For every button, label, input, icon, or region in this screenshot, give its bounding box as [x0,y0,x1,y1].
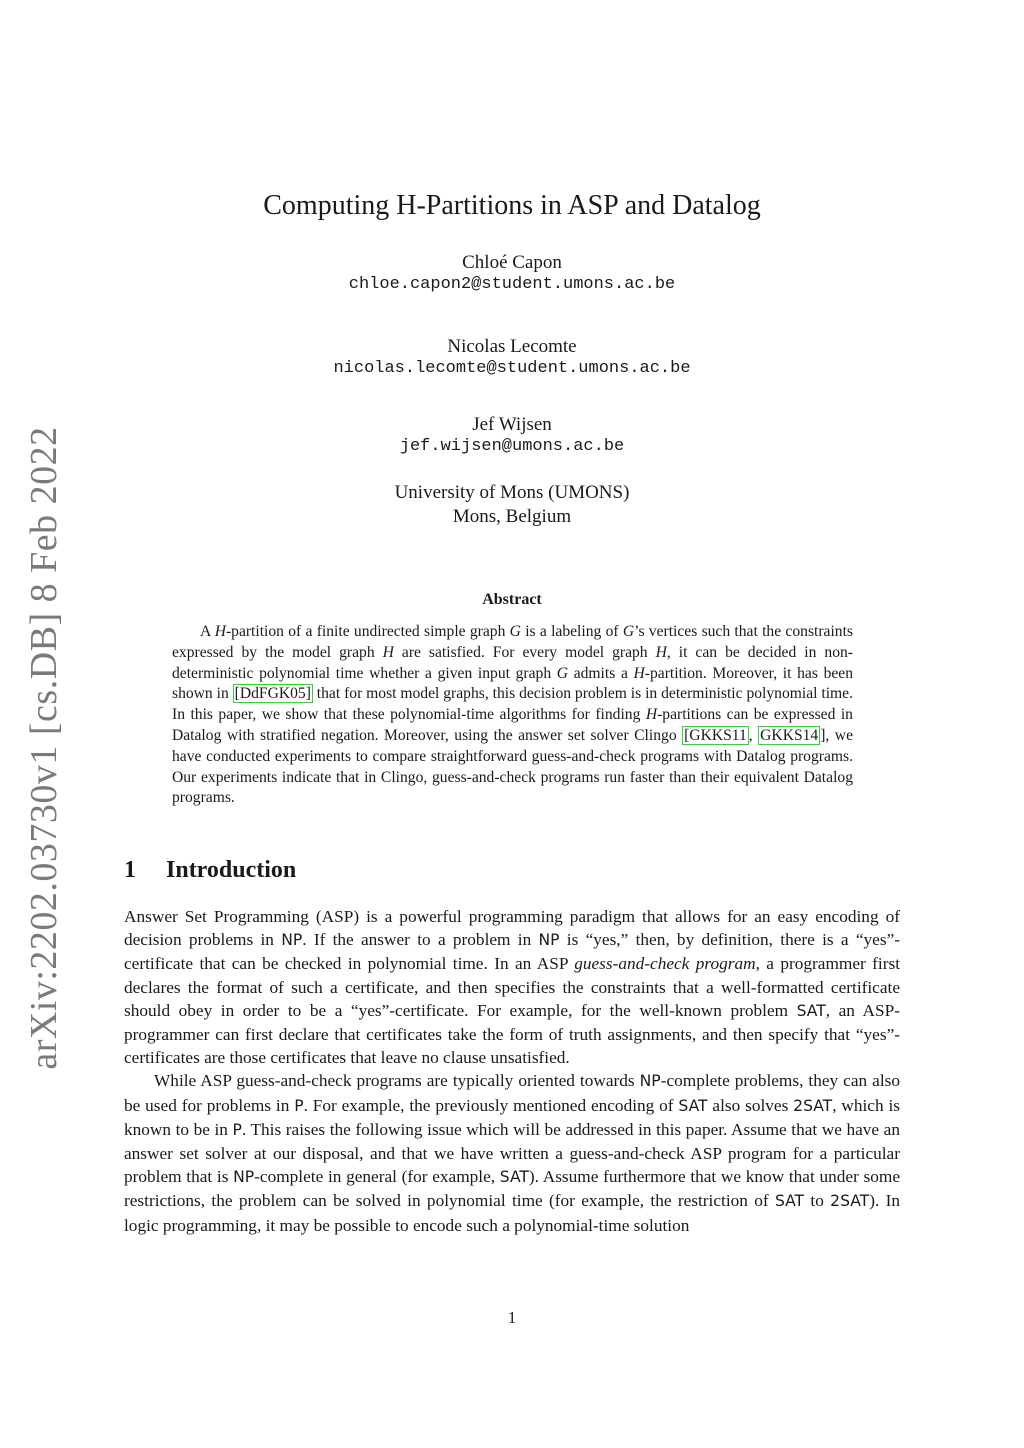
body-text: ). Assume furthermore that we know that under some restrictions, the problem can be solved in polynomial time (for example, the restriction of [124,1167,900,1211]
abstract-text: A [200,623,215,640]
citation-link-gkks11[interactable]: [GKKS11 [684,726,747,744]
body-text: also solves [707,1095,794,1115]
abstract-text: are satisfied. For every model graph [393,643,656,661]
math-variable: H [655,643,667,661]
section-heading [124,857,296,884]
abstract-text: ’s vertices such that the constraints expressed by the model graph [172,623,853,661]
body-text: is “yes,” then, by definition, there is a “yes”-certificate that can be checked in polynomial time. In an ASP [124,930,900,974]
body-text: . This raises the following issue which will be addressed in this paper. Assume that we have an answer set solver at our disposal, and that we have written a guess-and-check ASP program for a particular problem that is [124,1119,900,1187]
problem-name: SAT [796,1001,826,1020]
body-text: . If the answer to a problem in [302,930,539,950]
body-text: . For example, the previously mentioned encoding of [303,1095,679,1115]
affiliation [0,481,1024,529]
abstract-text: -partitions can be expressed in Datalog with stratified negation. Moreover, using the answer set solver Clingo [172,706,853,744]
math-variable: H [633,664,645,682]
math-variable: G [556,664,569,682]
author-email: nicolas.lecomte@student.umons.ac.be [333,359,691,378]
page-number: 1 [507,1308,517,1327]
citation-link-ddfgk05[interactable]: [DdFGK05] [234,685,311,703]
section-number: 1 [124,857,136,883]
author-block-3 [0,414,1024,456]
abstract-text: , [748,726,759,744]
abstract-body [172,622,853,809]
math-variable: G [509,623,521,640]
body-text: , an ASP-programmer can first declare that certificates take the form of truth assignments, and then specify that “yes”-certificates are those certificates that leave no clause unsatisfied. [124,1000,900,1068]
intro-paragraph-1 [124,905,900,1069]
abstract-text: -partition of a finite undirected simple graph [225,623,510,640]
complexity-class: NP [233,1168,255,1187]
problem-name: SAT [499,1168,529,1187]
abstract-text: that for most model graphs, this decision problem is in deterministic polynomial time. In this paper, we show that these polynomial-time algorithms for finding [172,685,853,724]
intro-paragraph-2 [124,1069,900,1236]
complexity-class: NP [639,1072,661,1091]
arxiv-identifier-text: arXiv:2202.03730v1 [cs.DB] 8 Feb 2022 [23,426,65,1070]
abstract-text: , it can be decided in non-deterministic polynomial time whether a given input graph [172,643,853,682]
body-text: to [804,1191,831,1211]
math-variable: H [645,706,658,724]
body-text: -complete in general (for example, [254,1167,500,1187]
problem-name: SAT [774,1192,805,1211]
citation-link-gkks14[interactable]: GKKS14 [760,726,819,744]
author-block-2 [0,336,1024,378]
section-title: Introduction [166,857,297,883]
problem-name: 2SAT [793,1096,833,1115]
body-text: While ASP guess-and-check programs are typically oriented towards [154,1071,640,1091]
abstract-text: ], we have conducted experiments to compare straightforward guess-and-check programs with Datalog programs. Our experiments indicate that in Clingo, guess-and-check programs run faster than their equivalent Datalog programs. [172,726,853,807]
affiliation-line-2: Mons, Belgium [452,506,572,527]
complexity-class: P [232,1120,242,1139]
body-text: ). In logic programming, it may be possible to encode such a polynomial-time solution [124,1191,900,1235]
affiliation-line-1: University of Mons (UMONS) [394,482,630,503]
math-variable: H [214,623,226,640]
abstract-text: -partition. Moreover, it has been shown in [172,664,853,703]
abstract-text: admits a [568,664,634,682]
author-email: jef.wijsen@umons.ac.be [399,437,625,456]
problem-name: 2SAT [830,1192,870,1211]
problem-name: SAT [678,1096,708,1115]
math-variable: G [622,623,635,640]
introduction-body [124,905,900,1237]
complexity-class: NP [538,931,560,950]
author-name: Jef Wijsen [472,414,552,435]
complexity-class: P [294,1096,304,1115]
body-text: Answer Set Programming (ASP) is a powerful programming paradigm that allows for an easy encoding of decision problems in [124,907,900,950]
math-variable: H [382,643,394,661]
abstract-paragraph [172,622,853,809]
complexity-class: NP [281,931,303,950]
abstract-heading: Abstract [482,591,542,608]
emphasis-term: guess-and-check program [574,954,756,974]
author-email: chloe.capon2@student.umons.ac.be [348,275,676,294]
body-text: -complete problems, they can also be used for problems in [124,1071,900,1115]
body-text: , a programmer first declares the format of such a certificate, and then specifies the constraints that a well-formatted certificate should obey in order to be a “yes”-certificate. For example, for the well-known problem [124,954,901,1020]
author-name: Chloé Capon [462,252,562,273]
author-block-1 [0,252,1024,294]
paper-title: Computing H-Partitions in ASP and Datalog [263,190,761,221]
body-text: , which is known to be in [124,1095,900,1139]
author-name: Nicolas Lecomte [447,336,577,357]
abstract-text: is a labeling of [520,623,623,640]
